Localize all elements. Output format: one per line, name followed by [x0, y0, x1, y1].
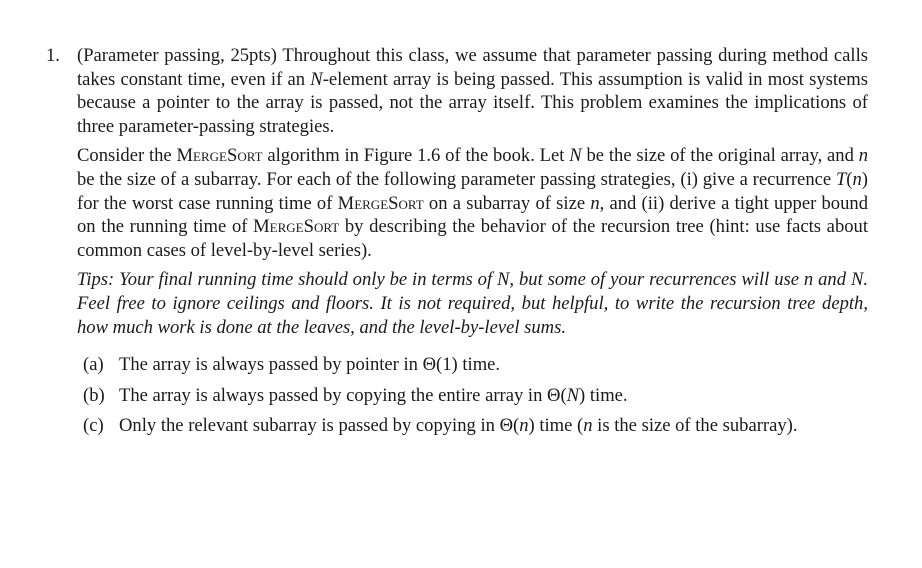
text-run: , and (ii) derive a tight upper bound on the running time of: [77, 192, 868, 238]
subpart-c: [83, 414, 868, 438]
problem-item: [46, 44, 868, 445]
problem-tips: [77, 268, 868, 339]
math-symbol: n: [519, 415, 529, 437]
algorithm-name: MergeSort: [176, 145, 263, 167]
math-symbol: N: [566, 384, 580, 406]
subpart-b: [83, 384, 868, 408]
subpart-label: (c): [83, 415, 104, 437]
text-run: is the size of the subarray).: [592, 415, 798, 437]
text-run: ) time.: [579, 384, 628, 406]
text-run: Only the relevant subarray is passed by copying in Θ(: [119, 415, 520, 437]
math-symbol: n: [583, 415, 593, 437]
problem-consider: [77, 144, 868, 262]
problem-body: [77, 44, 868, 445]
math-symbol: T: [835, 168, 847, 190]
subpart-text: [119, 353, 868, 377]
subpart-label: (a): [83, 354, 104, 376]
text-run: The array is always passed by pointer in Θ(1) time.: [119, 354, 501, 376]
text-run: -element array is being passed. This assumption is valid in most systems because a pointer to the array is passed, not the array itself. This problem examines the implications of three parameter-passing strategies.: [77, 68, 868, 137]
text-run: (Parameter passing, 25pts) Throughout this class, we assume that parameter passing during method calls takes constant time, even if an: [77, 45, 868, 90]
math-symbol: n: [590, 192, 600, 214]
text-run: Tips: Your final running time should only be in terms of: [77, 269, 498, 291]
math-symbol: N: [850, 269, 864, 291]
text-run: The array is always passed by copying the entire array in Θ(: [119, 384, 567, 406]
math-symbol: N: [497, 269, 510, 291]
math-symbol: n: [858, 145, 868, 167]
text-run: be the size of a subarray. For each of the following parameter passing strategies, (i) give a recurrence: [77, 168, 836, 190]
text-run: ) time (: [528, 415, 584, 437]
problem-intro: [77, 44, 868, 138]
subpart-text: [119, 384, 868, 408]
problem-document: [46, 44, 868, 445]
algorithm-name: MergeSort: [337, 192, 424, 214]
text-run: , but some of your recurrences will use n and: [509, 269, 851, 291]
text-run: by describing the behavior of the recursion tree (hint: use facts about common cases of level-by-level series).: [77, 216, 868, 261]
subpart-a: [83, 353, 868, 377]
text-run: Consider the: [77, 145, 177, 167]
math-symbol: n: [852, 168, 862, 190]
subpart-label: (b): [83, 384, 105, 406]
algorithm-name: MergeSort: [253, 216, 340, 238]
text-run: be the size of the original array, and: [581, 145, 859, 167]
math-symbol: N: [569, 145, 582, 167]
text-run: . Feel free to ignore ceilings and floors. It is not required, but helpful, to write the recursion tree depth, how much work is done at the leaves, and the level-by-level sums.: [77, 269, 868, 338]
text-run: on a subarray of size: [423, 192, 591, 214]
text-run: (: [846, 168, 853, 190]
subpart-text: [119, 414, 868, 438]
text-run: ) for the worst case running time of: [77, 168, 868, 214]
problem-number: 1.: [46, 45, 60, 66]
math-symbol: N: [310, 68, 323, 90]
subpart-list: [83, 353, 868, 438]
text-run: algorithm in Figure 1.6 of the book. Let: [262, 145, 570, 167]
